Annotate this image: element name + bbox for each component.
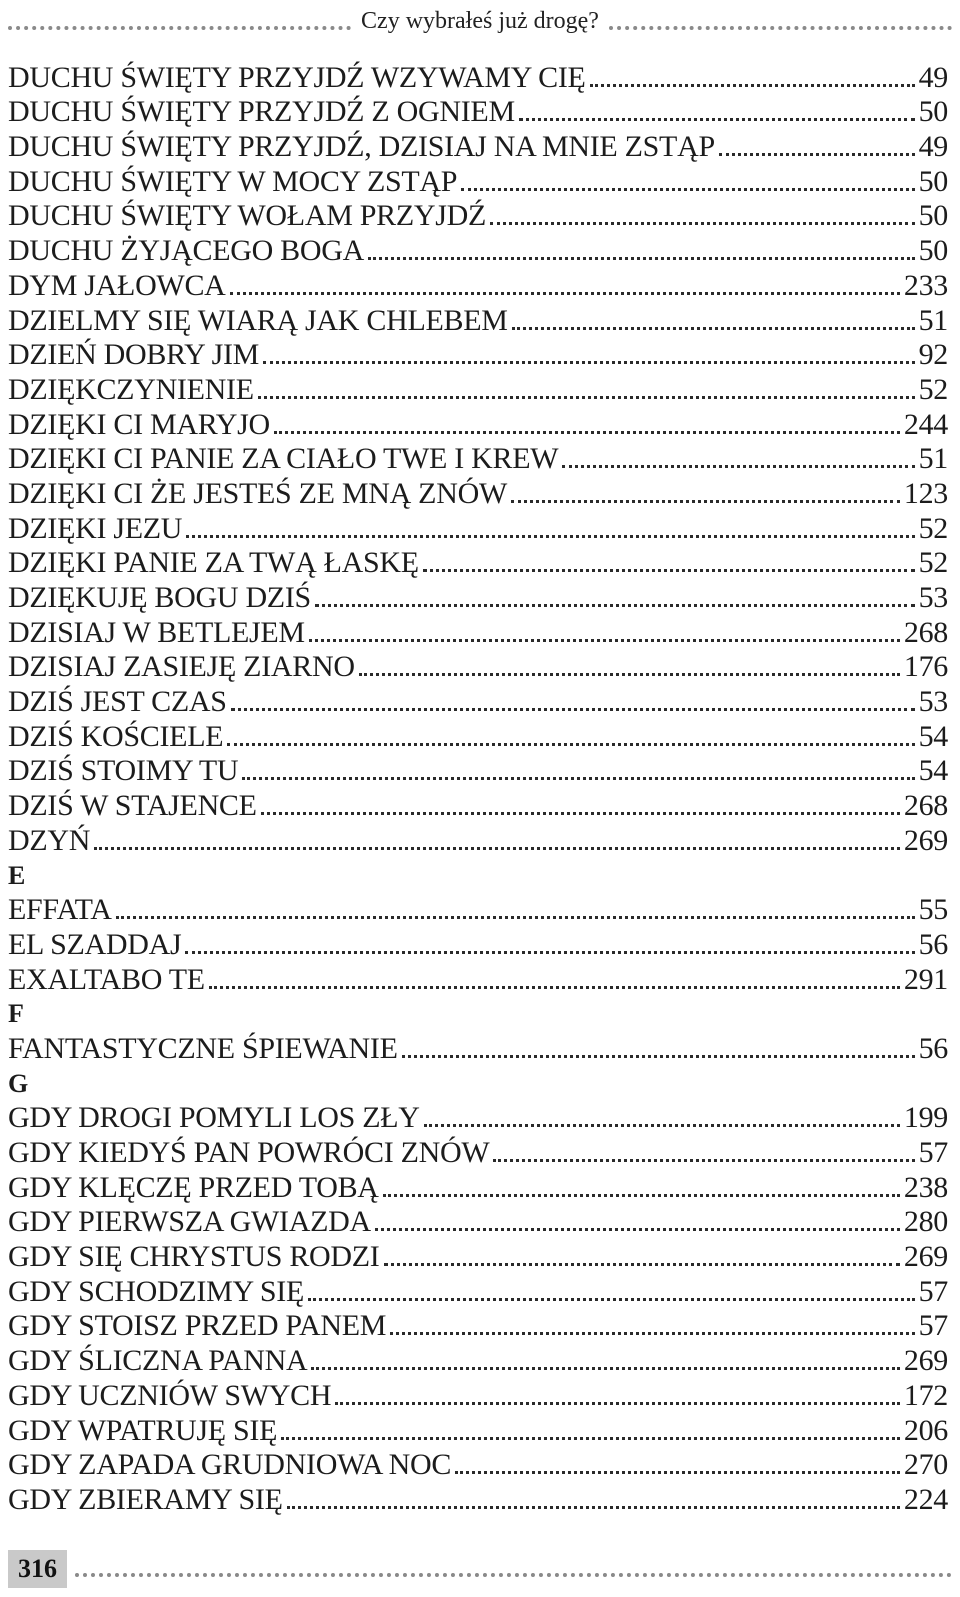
entry-page-number: 268	[903, 615, 948, 649]
index-entry	[8, 129, 948, 164]
index-entry	[8, 1448, 948, 1483]
entry-page-number: 199	[903, 1101, 948, 1135]
footer-dot-leader	[75, 1567, 952, 1577]
dot-leader	[261, 812, 900, 815]
dot-leader	[455, 1471, 900, 1474]
dot-leader	[315, 604, 915, 607]
entry-title: DZYŃ	[8, 823, 91, 857]
dot-leader	[512, 327, 915, 330]
running-header	[8, 4, 952, 38]
dot-leader	[519, 118, 915, 121]
section-letter-label: E	[8, 860, 26, 890]
index-entry	[8, 962, 948, 997]
index-entry	[8, 823, 948, 858]
header-dot-leader-left	[8, 20, 351, 30]
entry-page-number: 123	[903, 476, 948, 510]
header-title: Czy wybrałeś już drogę?	[361, 7, 599, 34]
entry-page-number: 57	[918, 1309, 948, 1343]
dot-leader	[274, 431, 900, 434]
entry-title: EXALTABO TE	[8, 962, 205, 996]
dot-leader	[308, 1298, 915, 1301]
entry-title: GDY DROGI POMYLI LOS ZŁY	[8, 1101, 420, 1135]
index-entry	[8, 1170, 948, 1205]
entry-page-number: 238	[903, 1170, 948, 1204]
entry-page-number: 224	[903, 1482, 948, 1516]
dot-leader	[383, 1194, 900, 1197]
index-entry	[8, 233, 948, 268]
entry-title: DZIĘKI CI PANIE ZA CIAŁO TWE I KREW	[8, 442, 559, 476]
dot-leader	[281, 1437, 900, 1440]
entry-page-number: 176	[903, 650, 948, 684]
entry-page-number: 172	[903, 1378, 948, 1412]
entry-page-number: 57	[918, 1136, 948, 1169]
dot-leader	[590, 84, 915, 87]
dot-leader	[116, 916, 915, 919]
index-entry	[8, 60, 948, 95]
entry-title: GDY WPATRUJĘ SIĘ	[8, 1413, 278, 1447]
index-entry	[8, 580, 948, 615]
index-entry	[8, 164, 948, 199]
entry-title: DUCHU ŚWIĘTY PRZYJDŹ Z OGNIEM	[8, 95, 515, 129]
entry-title: DZIĘKCZYNIENIE	[8, 372, 254, 406]
entry-page-number: 56	[918, 927, 948, 961]
entry-title: DZIELMY SIĘ WIARĄ JAK CHLEBEM	[8, 303, 508, 337]
song-index-list	[8, 60, 948, 1517]
entry-title: DZIŚ STOIMY TU	[8, 754, 239, 788]
index-entry	[8, 788, 948, 823]
entry-page-number: 233	[903, 268, 948, 302]
entry-page-number: 52	[918, 546, 948, 580]
index-entry	[8, 650, 948, 685]
entry-page-number: 269	[903, 1344, 948, 1378]
index-entry	[8, 927, 948, 962]
entry-title: DZIĘKI CI MARYJO	[8, 407, 270, 441]
section-letter-label: F	[8, 999, 24, 1029]
entry-page-number: 52	[918, 372, 948, 406]
index-entry	[8, 199, 948, 234]
dot-leader	[359, 673, 900, 676]
entry-page-number: 206	[903, 1413, 948, 1447]
entry-title: DUCHU ŚWIĘTY PRZYJDŹ WZYWAMY CIĘ	[8, 60, 586, 94]
dot-leader	[368, 257, 915, 260]
entry-title: EFFATA	[8, 893, 112, 927]
index-entry	[8, 719, 948, 754]
entry-title: DZISIAJ W BETLEJEM	[8, 615, 305, 649]
index-entry	[8, 442, 948, 477]
entry-page-number: 291	[903, 962, 948, 996]
index-entry	[8, 338, 948, 373]
entry-page-number: 53	[918, 685, 948, 719]
entry-title: DUCHU ŚWIĘTY W MOCY ZSTĄP	[8, 164, 458, 198]
entry-title: GDY KIEDYŚ PAN POWRÓCI ZNÓW	[8, 1136, 490, 1169]
dot-leader	[719, 153, 915, 156]
entry-title: GDY UCZNIÓW SWYCH	[8, 1378, 332, 1412]
entry-page-number: 50	[918, 95, 948, 129]
index-entry	[8, 372, 948, 407]
entry-page-number: 270	[903, 1448, 948, 1482]
entry-title: GDY STOISZ PRZED PANEM	[8, 1309, 387, 1343]
entry-page-number: 51	[918, 303, 948, 337]
dot-leader	[227, 743, 914, 746]
entry-page-number: 55	[918, 893, 948, 927]
entry-title: DZIĘKUJĘ BOGU DZIŚ	[8, 581, 311, 614]
dot-leader	[335, 1402, 900, 1405]
entry-title: EL SZADDAJ	[8, 927, 182, 961]
entry-page-number: 51	[918, 442, 948, 476]
index-entry	[8, 1482, 948, 1517]
index-entry	[8, 95, 948, 130]
dot-leader	[230, 292, 900, 295]
entry-page-number: 53	[918, 581, 948, 614]
dot-leader	[209, 986, 900, 989]
dot-leader	[461, 188, 914, 191]
entry-title: DYM JAŁOWCA	[8, 268, 226, 302]
index-entry	[8, 1343, 948, 1378]
index-entry	[8, 1135, 948, 1170]
dot-leader	[263, 361, 915, 364]
dot-leader	[309, 639, 900, 642]
entry-page-number: 244	[903, 407, 948, 441]
entry-page-number: 92	[918, 338, 948, 372]
index-entry	[8, 1413, 948, 1448]
entry-page-number: 54	[918, 719, 948, 753]
dot-leader	[186, 535, 914, 538]
entry-page-number: 269	[903, 823, 948, 857]
dot-leader	[375, 1228, 900, 1231]
entry-title: GDY PIERWSZA GWIAZDA	[8, 1205, 371, 1239]
entry-title: DZIEŃ DOBRY JIM	[8, 338, 260, 372]
entry-page-number: 269	[903, 1240, 948, 1274]
entry-title: GDY ZBIERAMY SIĘ	[8, 1482, 283, 1516]
index-entry	[8, 754, 948, 789]
dot-leader	[258, 396, 915, 399]
dot-leader	[384, 1263, 900, 1266]
entry-title: GDY SIĘ CHRYSTUS RODZI	[8, 1240, 380, 1274]
entry-title: DZIĘKI CI ŻE JESTEŚ ZE MNĄ ZNÓW	[8, 476, 507, 510]
dot-leader	[390, 1332, 914, 1335]
entry-title: DZIĘKI PANIE ZA TWĄ ŁASKĘ	[8, 546, 419, 580]
index-entry	[8, 1239, 948, 1274]
entry-page-number: 268	[903, 789, 948, 823]
index-entry	[8, 476, 948, 511]
section-letter	[8, 997, 948, 1032]
dot-leader	[185, 951, 914, 954]
dot-leader	[402, 1055, 915, 1058]
dot-leader	[493, 1159, 914, 1162]
index-entry	[8, 615, 948, 650]
entry-title: DUCHU ŻYJĄCEGO BOGA	[8, 234, 364, 268]
dot-leader	[511, 500, 900, 503]
entry-title: DUCHU ŚWIĘTY WOŁAM PRZYJDŹ	[8, 199, 487, 233]
index-entry	[8, 407, 948, 442]
index-entry	[8, 1101, 948, 1136]
page-footer	[8, 1548, 952, 1590]
index-entry	[8, 1274, 948, 1309]
dot-leader	[311, 1367, 900, 1370]
index-entry	[8, 511, 948, 546]
entry-title: DZIĘKI JEZU	[8, 511, 183, 545]
index-entry	[8, 303, 948, 338]
entry-title: DZISIAJ ZASIEJĘ ZIARNO	[8, 650, 355, 684]
entry-title: GDY ŚLICZNA PANNA	[8, 1344, 308, 1378]
entry-title: DZIŚ KOŚCIELE	[8, 719, 224, 753]
section-letter-label: G	[8, 1068, 28, 1098]
dot-leader	[562, 465, 914, 468]
index-entry	[8, 1309, 948, 1344]
entry-page-number: 50	[918, 164, 948, 198]
header-dot-leader-right	[609, 20, 952, 30]
entry-page-number: 49	[918, 130, 948, 164]
page-number: 316	[8, 1550, 67, 1588]
dot-leader	[423, 569, 915, 572]
section-letter	[8, 858, 948, 893]
index-entry	[8, 684, 948, 719]
index-entry	[8, 893, 948, 928]
entry-page-number: 56	[918, 1031, 948, 1065]
entry-title: GDY SCHODZIMY SIĘ	[8, 1274, 305, 1308]
dot-leader	[231, 708, 915, 711]
dot-leader	[242, 777, 914, 780]
index-entry	[8, 546, 948, 581]
entry-title: GDY KLĘCZĘ PRZED TOBĄ	[8, 1170, 379, 1204]
entry-page-number: 49	[918, 60, 948, 94]
entry-title: DZIŚ W STAJENCE	[8, 789, 257, 823]
entry-page-number: 54	[918, 754, 948, 788]
entry-title: DUCHU ŚWIĘTY PRZYJDŹ, DZISIAJ NA MNIE ZSTĄP	[8, 130, 715, 164]
section-letter	[8, 1066, 948, 1101]
entry-page-number: 50	[918, 234, 948, 268]
dot-leader	[490, 222, 915, 225]
index-entry	[8, 1031, 948, 1066]
entry-page-number: 57	[918, 1274, 948, 1308]
entry-page-number: 50	[918, 199, 948, 233]
entry-page-number: 280	[903, 1205, 948, 1239]
index-entry	[8, 1205, 948, 1240]
entry-page-number: 52	[918, 511, 948, 545]
index-entry	[8, 1378, 948, 1413]
entry-title: GDY ZAPADA GRUDNIOWA NOC	[8, 1448, 452, 1482]
entry-title: FANTASTYCZNE ŚPIEWANIE	[8, 1031, 398, 1065]
dot-leader	[424, 1124, 900, 1127]
entry-title: DZIŚ JEST CZAS	[8, 685, 227, 719]
dot-leader	[94, 847, 900, 850]
dot-leader	[287, 1506, 900, 1509]
index-entry	[8, 268, 948, 303]
